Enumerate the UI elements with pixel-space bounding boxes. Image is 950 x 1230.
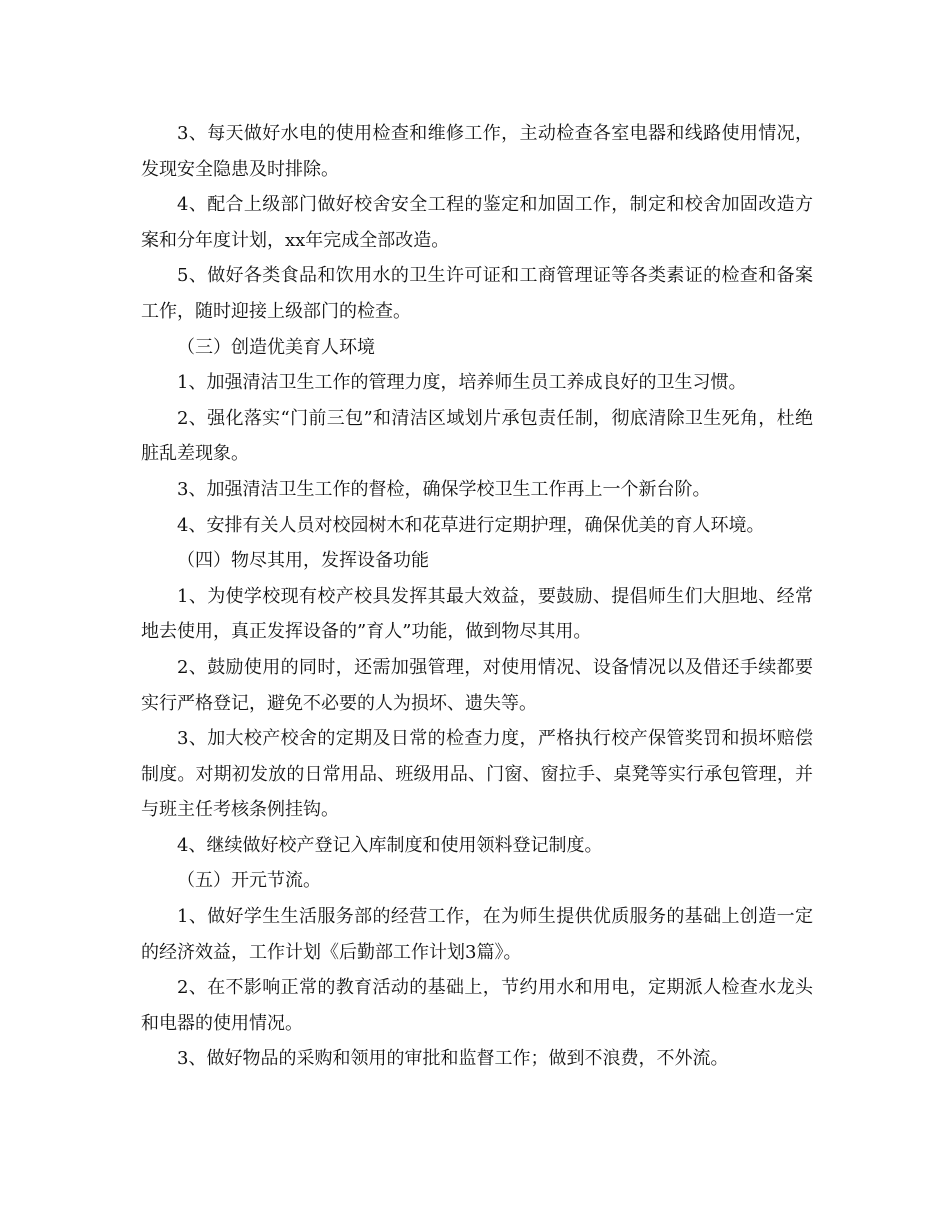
paragraph: 3、加大校产校舍的定期及日常的检查力度，严格执行校产保管奖罚和损坏赔偿制度。对期初发放的日常用品、班级用品、门窗、窗拉手、桌凳等实行承包管理，并与班主任考核条例挂钩。 [141,728,813,821]
paragraph: 2、鼓励使用的同时，还需加强管理，对使用情况、设备情况以及借还手续都要实行严格登记，避免不必要的人为损坏、遗失等。 [141,656,813,714]
paragraph: 2、在不影响正常的教育活动的基础上，节约用水和用电，定期派人检查水龙头和电器的使用情况。 [141,977,813,1034]
section-heading: （三）创造优美育人环境 [177,336,375,358]
paragraph: 3、做好物品的采购和领用的审批和监督工作；做到不浪费，不外流。 [177,1048,729,1070]
section-heading: （五）开元节流。 [177,870,321,892]
paragraph: 1、为使学校现有校产校具发挥其最大效益，要鼓励、提倡师生们大胆地、经常地去使用，真正发挥设备的”育人”功能，做到物尽其用。 [141,585,813,643]
paragraph: 4、配合上级部门做好校舍安全工程的鉴定和加固工作，制定和校舍加固改造方案和分年度计划，xx年完成全部改造。 [141,194,813,251]
paragraph: 5、做好各类食品和饮用水的卫生许可证和工商管理证等各类素证的检查和备案工作，随时迎接上级部门的检查。 [141,265,813,322]
paragraph: 1、加强清洁卫生工作的管理力度，培养师生员工养成良好的卫生习惯。 [177,372,747,394]
paragraph: 4、继续做好校产登记入库制度和使用领料登记制度。 [177,834,603,856]
paragraph: 4、安排有关人员对校园树木和花草进行定期护理，确保优美的育人环境。 [177,514,765,536]
paragraph: 2、强化落实“门前三包”和清洁区域划片承包责任制，彻底清除卫生死角，杜绝脏乱差现象。 [141,407,813,465]
paragraph: 3、加强清洁卫生工作的督检，确保学校卫生工作再上一个新台阶。 [177,478,711,500]
section-heading: （四）物尽其用，发挥设备功能 [177,550,429,572]
document-body [141,116,813,1077]
paragraph: 3、每天做好水电的使用检查和维修工作，主动检查各室电器和线路使用情况，发现安全隐患及时排除。 [141,123,813,180]
paragraph: 1、做好学生生活服务部的经营工作，在为师生提供优质服务的基础上创造一定的经济效益，工作计划《后勤部工作计划3篇》。 [141,906,813,963]
